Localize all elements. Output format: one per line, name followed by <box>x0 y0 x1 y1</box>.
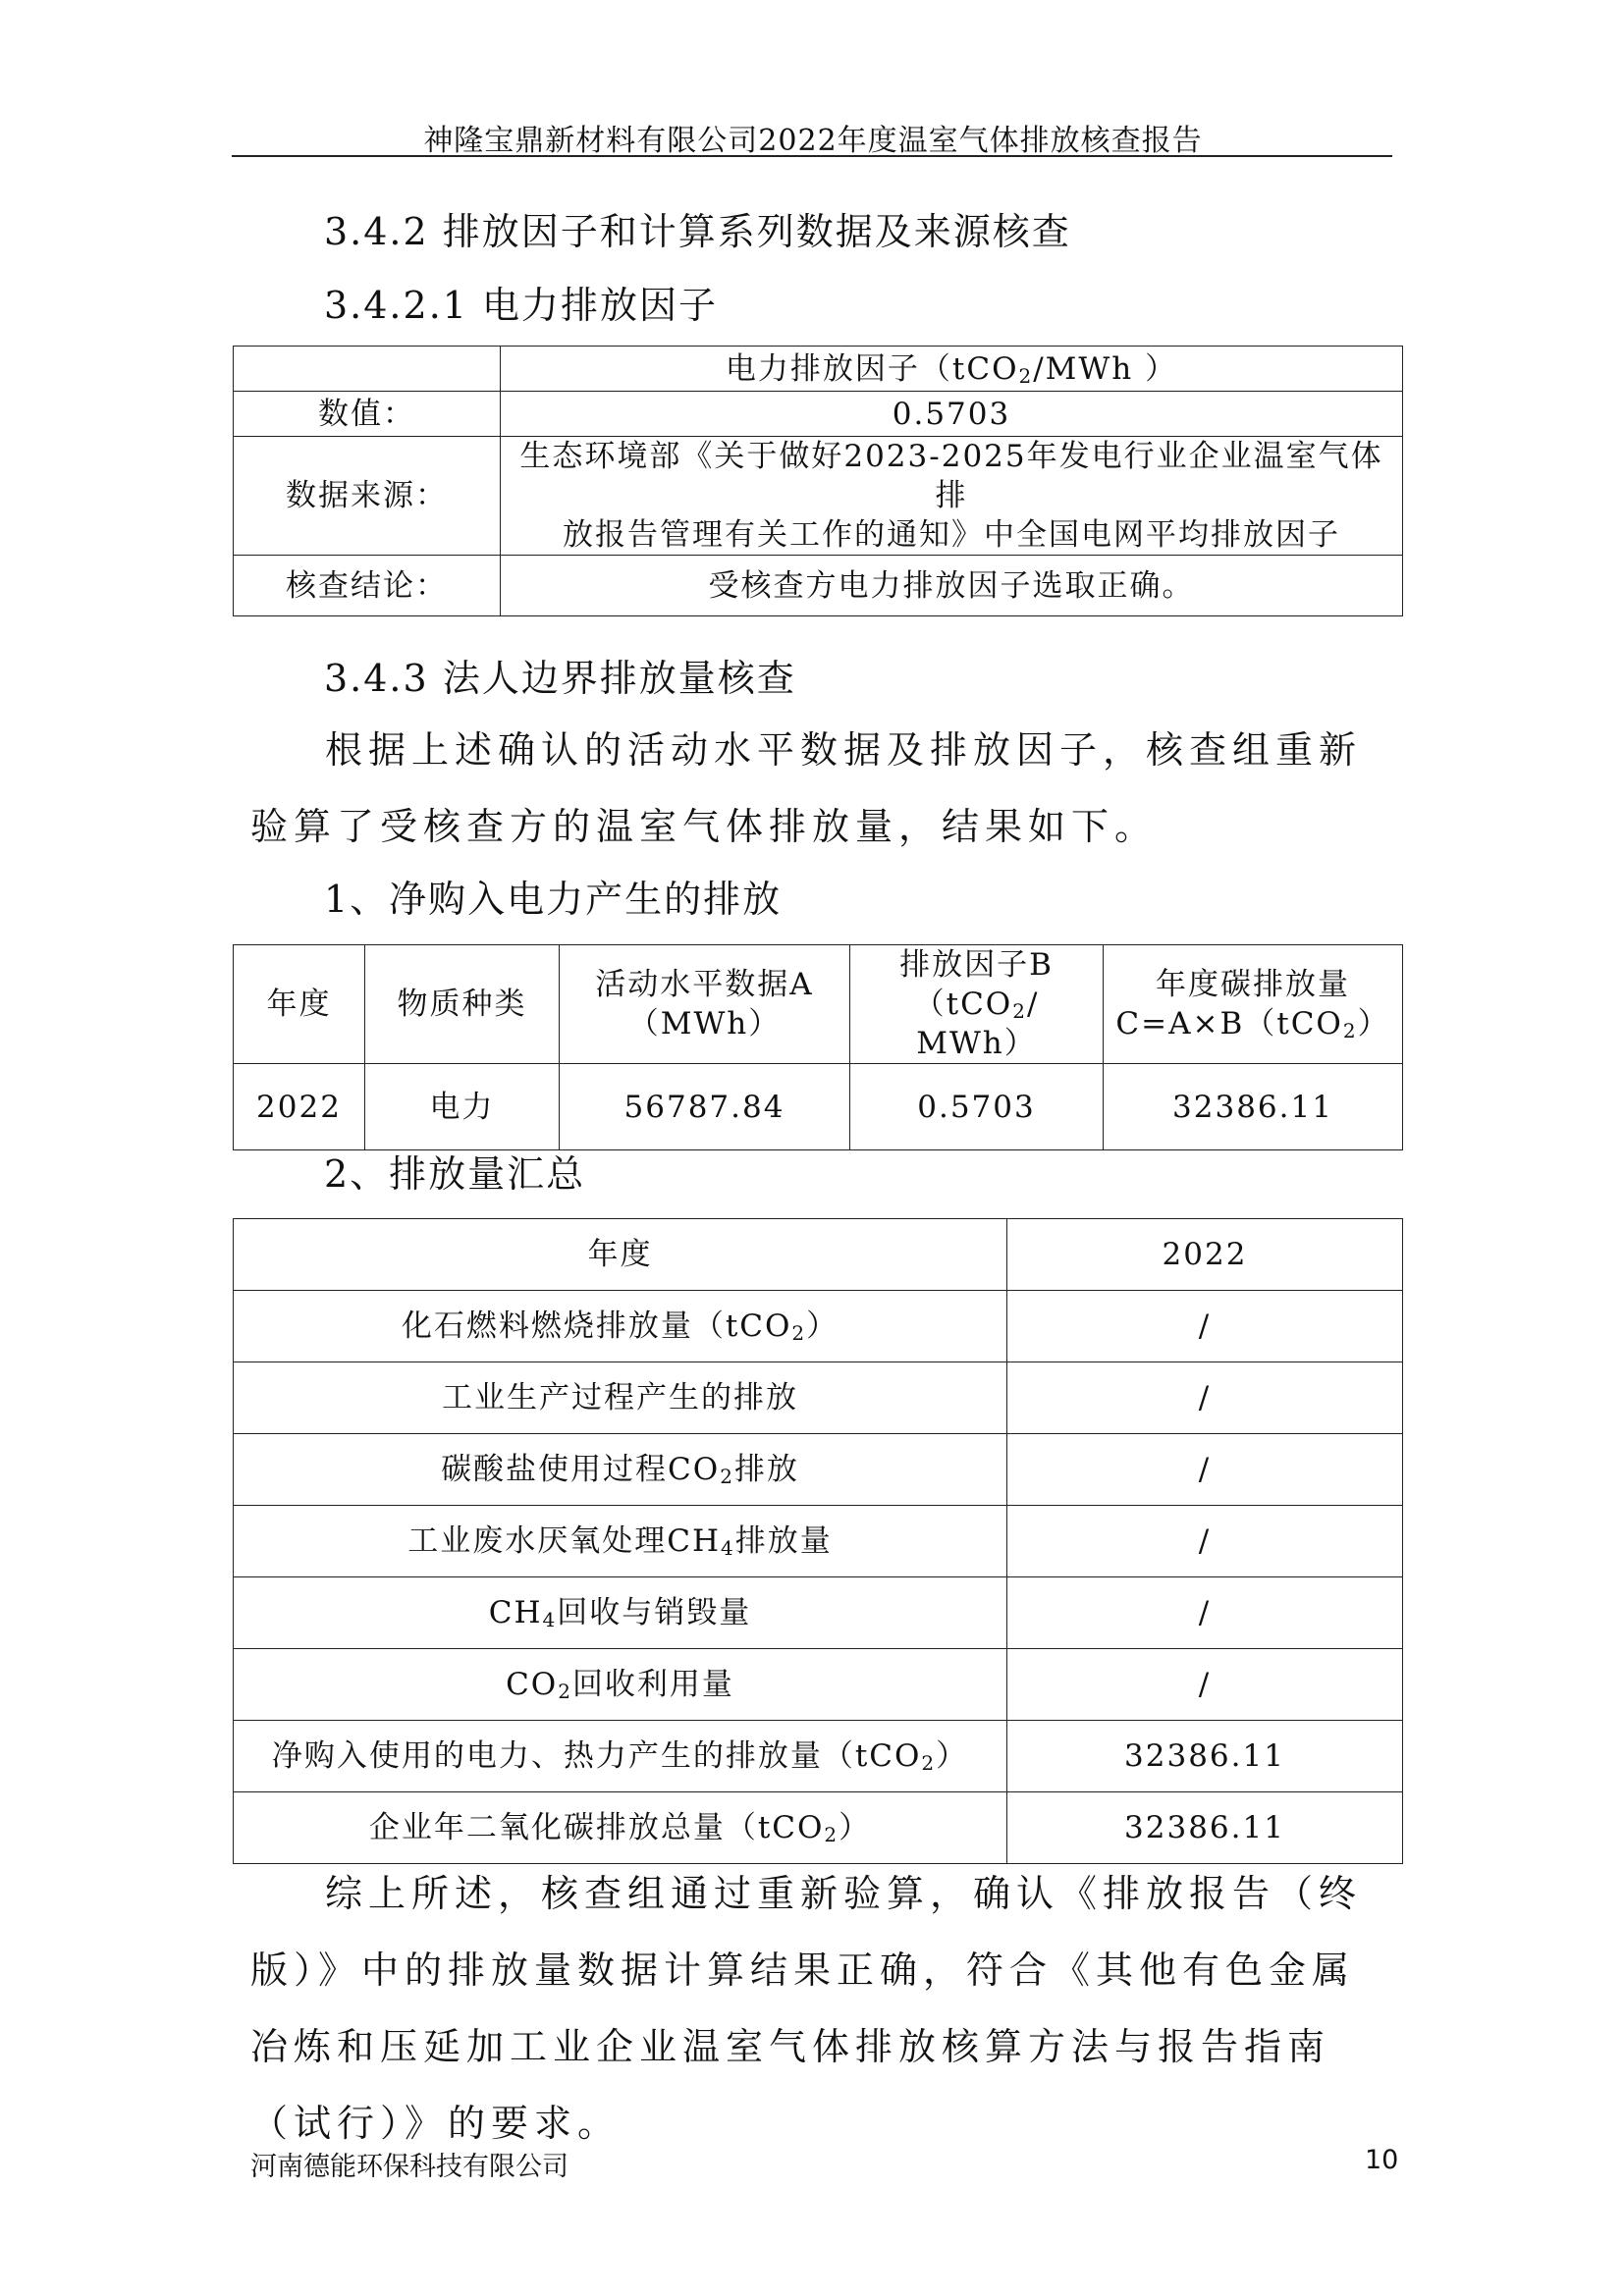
summary-row-label: $CH_4$回收与销毁量 <box>234 1577 1007 1649</box>
col-header-factor: 排放因子B （tCO$_2$/ MWh） <box>850 945 1104 1064</box>
electricity-emissions-table <box>233 944 1403 1150</box>
electricity-factor-table <box>233 346 1403 616</box>
summary-row-label: 工业生产过程产生的排放 <box>234 1362 1007 1434</box>
col-header-substance: 物质种类 <box>365 945 560 1064</box>
table-row <box>234 1721 1403 1792</box>
table-row <box>234 1291 1403 1362</box>
cell-substance: 电力 <box>365 1064 560 1150</box>
conclusion-label: 核查结论： <box>234 556 501 616</box>
section-heading-3-4-3: 3.4.3 法人边界排放量核查 <box>324 657 796 700</box>
value-label: 数值： <box>234 392 501 437</box>
cell-activity: 56787.84 <box>560 1064 850 1150</box>
factor-value: 0.5703 <box>501 392 1403 437</box>
summary-row-value: / <box>1007 1506 1403 1577</box>
col-header-annual-emission: 年度碳排放量 C=A×B（tCO$_2$） <box>1104 945 1403 1064</box>
summary-row-label: $CO_2$回收利用量 <box>234 1649 1007 1721</box>
header-divider <box>232 155 1392 157</box>
table-row <box>234 1792 1403 1864</box>
table-row <box>234 1577 1403 1649</box>
section-heading-3-4-2: 3.4.2 排放因子和计算系列数据及来源核查 <box>324 210 1071 253</box>
summary-row-value: / <box>1007 1362 1403 1434</box>
summary-row-value: / <box>1007 1577 1403 1649</box>
section-heading-3-4-2-1: 3.4.2.1 电力排放因子 <box>324 284 719 327</box>
summary-row-label: 化石燃料燃烧排放量（tCO$_2$） <box>234 1291 1007 1362</box>
summary-header-label: 年度 <box>234 1219 1007 1291</box>
summary-row-value: 32386.11 <box>1007 1792 1403 1864</box>
summary-row-label: 企业年二氧化碳排放总量（tCO$_2$） <box>234 1792 1007 1864</box>
conclusion-text: 受核查方电力排放因子选取正确。 <box>501 556 1403 616</box>
summary-row-label: 碳酸盐使用过程$CO_2$排放 <box>234 1434 1007 1506</box>
subheading-emission-summary: 2、排放量汇总 <box>324 1152 586 1196</box>
summary-row-value: / <box>1007 1291 1403 1362</box>
table-row <box>234 1434 1403 1506</box>
table-row <box>234 1362 1403 1434</box>
cell-factor: 0.5703 <box>850 1064 1104 1150</box>
summary-row-value: 32386.11 <box>1007 1721 1403 1792</box>
col-header-year: 年度 <box>234 945 365 1064</box>
summary-row-value: / <box>1007 1649 1403 1721</box>
table-row <box>234 1649 1403 1721</box>
page-number: 10 <box>1365 2145 1399 2175</box>
factor-table-header: 电力排放因子（tCO$_2$/MWh ） <box>501 347 1403 392</box>
source-label: 数据来源： <box>234 437 501 556</box>
conclusion-paragraph: 综上所述，核查组通过重新验算，确认《排放报告（终版）》中的排放量数据计算结果正确，符合《其他有色金属冶炼和压延加工业企业温室气体排放核算方法与报告指南（试行）》的要求。 <box>250 1872 1363 2145</box>
summary-row-label: 工业废水厌氧处理$CH_4$排放量 <box>234 1506 1007 1577</box>
summary-row-label: 净购入使用的电力、热力产生的排放量（tCO$_2$） <box>234 1721 1007 1792</box>
intro-paragraph: 根据上述确认的活动水平数据及排放因子，核查组重新验算了受核查方的温室气体排放量，结果如下。 <box>250 728 1363 848</box>
emission-summary-table <box>233 1218 1403 1864</box>
footer-company: 河南德能环保科技有限公司 <box>250 2152 568 2182</box>
source-text: 生态环境部《关于做好2023-2025年发电行业企业温室气体排 放报告管理有关工作的通知》中全国电网平均排放因子 <box>501 437 1403 556</box>
page-header-title: 神隆宝鼎新材料有限公司2022年度温室气体排放核查报告 <box>423 124 1203 158</box>
table-row <box>234 1506 1403 1577</box>
col-header-activity: 活动水平数据A （MWh） <box>560 945 850 1064</box>
factor-table-corner-cell <box>234 347 501 392</box>
summary-row-value: / <box>1007 1434 1403 1506</box>
subheading-electricity-emissions: 1、净购入电力产生的排放 <box>324 878 783 921</box>
cell-year: 2022 <box>234 1064 365 1150</box>
cell-annual-emission: 32386.11 <box>1104 1064 1403 1150</box>
summary-header-year: 2022 <box>1007 1219 1403 1291</box>
